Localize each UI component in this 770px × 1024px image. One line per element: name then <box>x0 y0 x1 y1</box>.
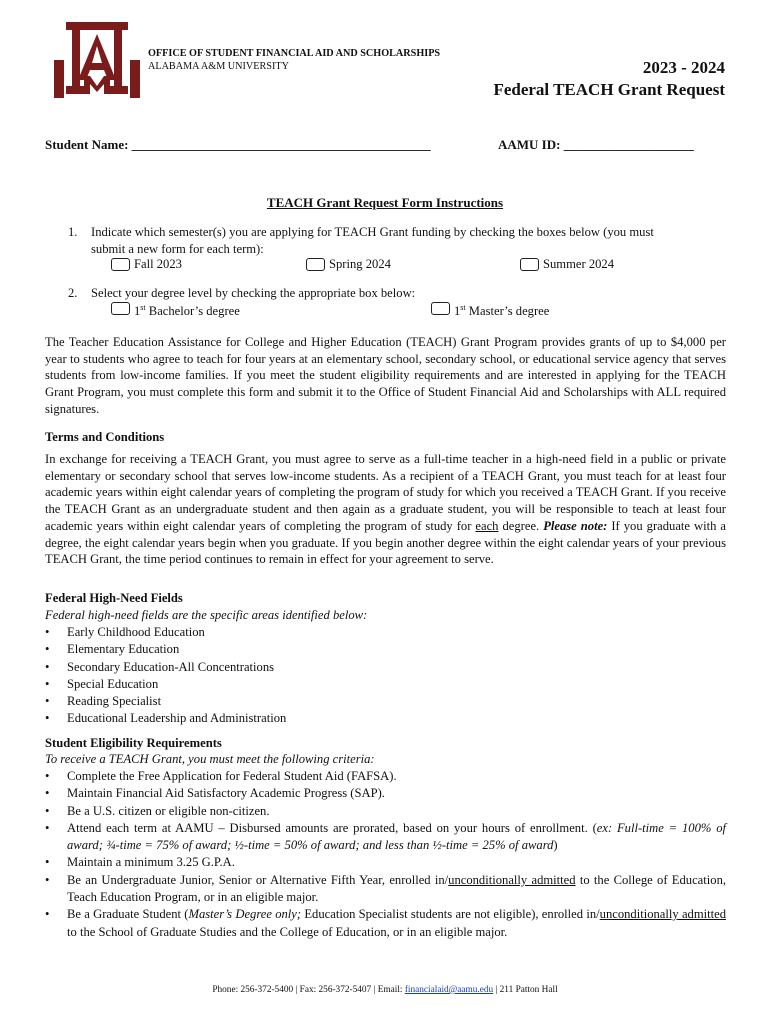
eligibility-7-italic: Master’s Degree only; <box>188 907 302 922</box>
please-note: Please note: <box>543 518 608 533</box>
list-item <box>45 872 726 907</box>
list-item: • Complete the Free Application for Federal Student Aid (FAFSA). <box>45 768 726 785</box>
fall-2023-checkbox[interactable] <box>111 258 130 271</box>
office-heading <box>148 47 440 73</box>
list-item: • Maintain a minimum 3.25 G.P.A. <box>45 854 726 871</box>
list-item: • Educational Leadership and Administration <box>45 710 286 727</box>
bachelors-label <box>134 300 240 319</box>
list-item: • Maintain Financial Aid Satisfactory Academic Progress (SAP). <box>45 785 726 802</box>
student-name-field[interactable]: Student Name: ______________________________________________ <box>45 137 431 152</box>
eligibility-heading: Student Eligibility Requirements <box>45 736 222 750</box>
instruction-number-1: 1. <box>68 225 78 239</box>
eligibility-4-close: ) <box>553 838 558 853</box>
bachelors-ordinal: 1 <box>134 304 141 319</box>
list-item <box>45 906 726 941</box>
terms-text-3: If you graduate with a degree, the eight calendar years begin when you graduate. If you begin another degree within the eight calendar years of your previous TEACH Grant, the time period continues to remain in effect for your agreement to serve. <box>45 518 726 567</box>
list-item: • Secondary Education-All Concentrations <box>45 659 286 676</box>
masters-checkbox[interactable] <box>431 302 450 315</box>
list-item: • Be a U.S. citizen or eligible non-citizen. <box>45 803 726 820</box>
eligibility-7-underlined: unconditionally admitted <box>599 907 727 922</box>
summer-2024-checkbox[interactable] <box>520 258 539 271</box>
eligibility-7-text-end: to the School of Graduate Studies and the College of Education, or in an eligible major. <box>67 924 508 939</box>
masters-label <box>454 300 549 319</box>
fall-2023-label: Fall 2023 <box>134 257 182 271</box>
list-item <box>45 820 726 855</box>
instruction-1-line2: submit a new form for each term): <box>91 241 264 256</box>
fields-heading: Federal High-Need Fields <box>45 591 183 605</box>
eligibility-7-text-mid: Education Specialist students are not eligible), enrolled in/ <box>301 907 600 922</box>
terms-text-2: degree. <box>498 518 544 533</box>
list-item: • Elementary Education <box>45 641 286 658</box>
fields-subheading: Federal high-need fields are the specific areas identified below: <box>45 608 368 622</box>
eligibility-4-text: Attend each term at AAMU – Disbursed amounts are prorated, based on your hours of enrollment. ( <box>67 820 597 835</box>
award-year: 2023 - 2024 <box>642 58 725 77</box>
terms-each: each <box>475 518 499 533</box>
eligibility-6-text: Be an Undergraduate Junior, Senior or Alternative Fifth Year, enrolled in/ <box>67 872 449 887</box>
list-item: • Special Education <box>45 676 286 693</box>
eligibility-list <box>45 768 726 941</box>
eligibility-6-text-end: to the College of Education, Teach Education Program, or in an eligible major. <box>67 872 727 905</box>
intro-paragraph: The Teacher Education Assistance for College and Higher Education (TEACH) Grant Program provides grants of up to $4,000 per year to students who agree to teach for four years at an elementary school, secondary school, or educational service agency that serves students from low-income families. If you meet the student eligibility requirements and are interested in applying for the TEACH Grant Program, you must complete this form and submit it to the Office of Student Financial Aid and Scholarships with ALL required signatures. <box>45 335 726 416</box>
instruction-2-text: Select your degree level by checking the appropriate box below: <box>91 286 416 300</box>
university-name: ALABAMA A&M UNIVERSITY <box>148 61 289 72</box>
instruction-1-text <box>91 224 727 257</box>
footer-location: | 211 Patton Hall <box>493 985 558 995</box>
terms-heading: Terms and Conditions <box>45 430 165 444</box>
masters-text: Master’s degree <box>465 304 550 319</box>
aamu-logo <box>54 20 140 98</box>
footer-contact <box>0 985 770 995</box>
masters-ordinal: 1 <box>454 304 461 319</box>
high-need-fields-list <box>45 624 286 728</box>
office-name: OFFICE OF STUDENT FINANCIAL AID AND SCHOLARSHIPS <box>148 48 441 59</box>
terms-text-1: In exchange for receiving a TEACH Grant, you must agree to serve as a full-time teacher in a high-need field in a public or private elementary or secondary school that serves low-income students. As a recipient of a TEACH Grant, you must teach for at least four academic years within eight calendar years of completing the program of study for which you received a TEACH Grant. If you receive the TEACH Grant as an undergraduate student and then again as a graduate student, you will be responsible to teach at least four academic years within eight calendar years of completing the program of study for <box>45 452 726 533</box>
eligibility-subheading: To receive a TEACH Grant, you must meet the following criteria: <box>45 752 375 766</box>
list-item: • Reading Specialist <box>45 693 286 710</box>
eligibility-6-underlined: unconditionally admitted <box>448 872 576 887</box>
spring-2024-checkbox[interactable] <box>306 258 325 271</box>
summer-2024-label: Summer 2024 <box>543 257 615 271</box>
masters-ordinal-suffix: st <box>460 303 466 312</box>
bachelors-checkbox[interactable] <box>111 302 130 315</box>
list-item: • Early Childhood Education <box>45 624 286 641</box>
footer-email-link[interactable]: financialaid@aamu.edu <box>404 985 494 995</box>
eligibility-7-text: Be a Graduate Student ( <box>67 907 189 922</box>
bachelors-text: Bachelor’s degree <box>145 304 240 319</box>
footer-phone-fax: Phone: 256-372-5400 | Fax: 256-372-5407 | Email: <box>212 985 405 995</box>
terms-paragraph <box>45 451 726 568</box>
form-title-block <box>493 57 725 101</box>
spring-2024-label: Spring 2024 <box>329 257 391 271</box>
form-title: Federal TEACH Grant Request <box>493 80 725 99</box>
instruction-number-2: 2. <box>68 286 78 300</box>
eligibility-4-example: ex: Full-time = 100% of award; ¾-time = 75% of award; ½-time = 50% of award; and less than ½-time = 25% of award <box>67 820 727 853</box>
bachelors-ordinal-suffix: st <box>140 303 146 312</box>
aamu-id-field[interactable]: AAMU ID: ____________________ <box>498 137 694 152</box>
instructions-title: TEACH Grant Request Form Instructions <box>266 195 504 210</box>
instruction-1-line1: Indicate which semester(s) you are applying for TEACH Grant funding by checking the boxes below (you must <box>91 225 654 239</box>
